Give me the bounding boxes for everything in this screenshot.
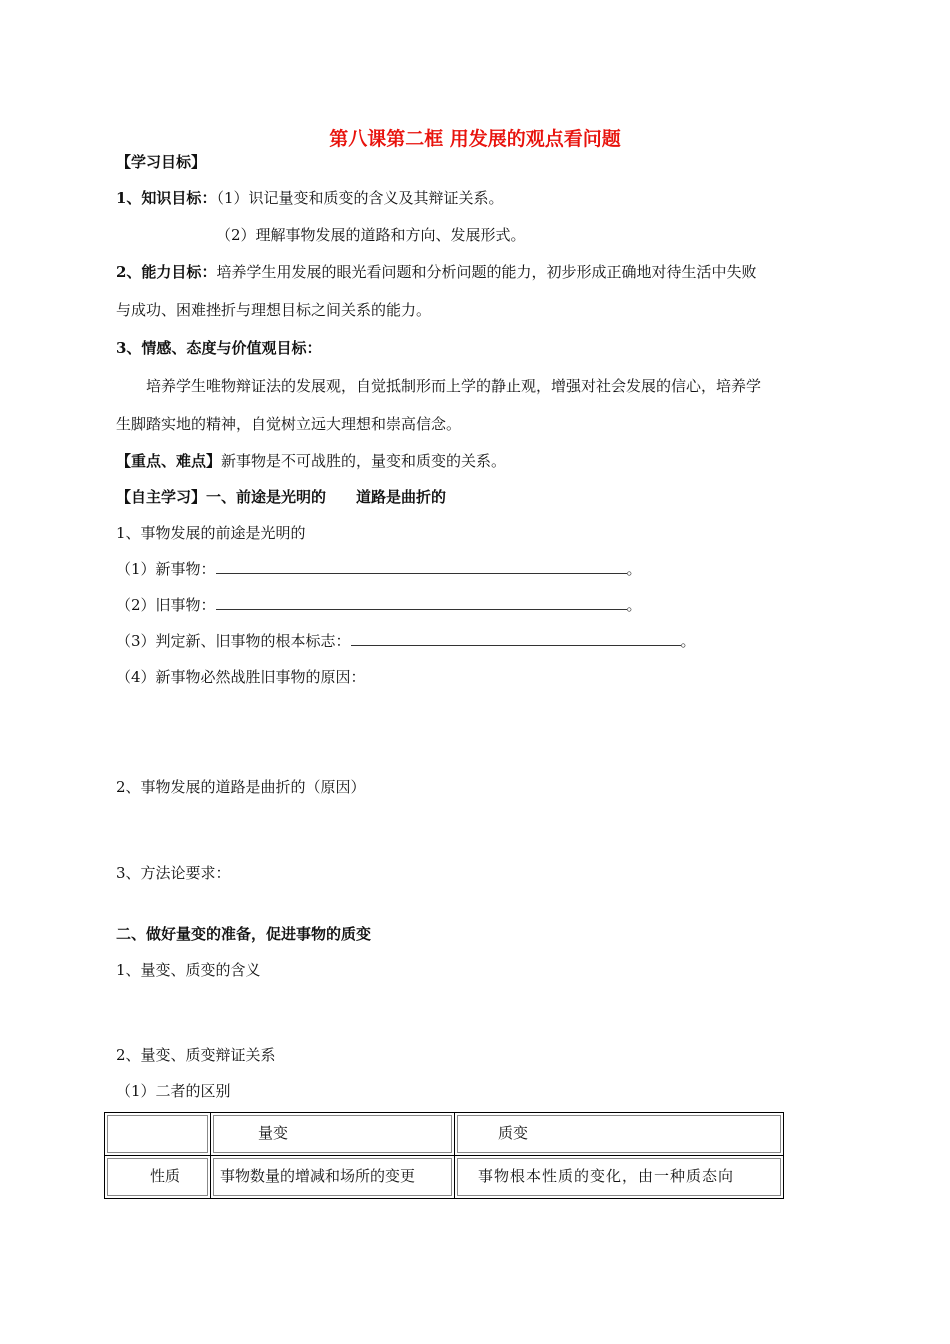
- table-header-cell: 质变: [457, 1115, 781, 1153]
- section-2-sub-1: （1）二者的区别: [116, 1082, 231, 1100]
- table-cell: 事物数量的增减和场所的变更: [213, 1158, 452, 1196]
- question-new-things: [116, 559, 642, 579]
- emotion-goal-text-2: 生脚踏实地的精神，自觉树立远大理想和崇高信念。: [116, 415, 462, 433]
- knowledge-goal-line: [116, 188, 504, 208]
- self-study-item-1: 1、事物发展的前途是光明的: [116, 524, 306, 542]
- question-criterion: [116, 631, 696, 651]
- ability-goal-label: 2、能力目标：: [116, 263, 217, 281]
- table-header-row: [105, 1113, 784, 1156]
- key-points-line: [116, 451, 506, 471]
- question-reason: （4）新事物必然战胜旧事物的原因：: [116, 668, 366, 686]
- question-new-things-label: （1）新事物：: [116, 560, 216, 578]
- answer-blank[interactable]: [216, 595, 627, 610]
- ability-goal-text-1: 培养学生用发展的眼光看问题和分析问题的能力，初步形成正确地对待生活中失败: [216, 263, 757, 281]
- self-study-heading: 【自主学习】一、前途是光明的 道路是曲折的: [116, 488, 447, 506]
- table-header-cell: 量变: [213, 1115, 452, 1153]
- end-mark: 。: [626, 596, 642, 614]
- section-2-item-2: 2、量变、质变辩证关系: [116, 1046, 276, 1064]
- question-criterion-label: （3）判定新、旧事物的根本标志：: [116, 632, 351, 650]
- answer-blank[interactable]: [216, 559, 627, 574]
- emotion-goal-text-1: 培养学生唯物辩证法的发展观，自觉抵制形而上学的静止观，增强对社会发展的信心，培养学: [146, 377, 762, 395]
- objectives-heading: 【学习目标】: [116, 153, 207, 171]
- comparison-table: [104, 1112, 784, 1199]
- knowledge-goal-2: （2）理解事物发展的道路和方向、发展形式。: [216, 226, 526, 244]
- self-study-item-3: 3、方法论要求：: [116, 864, 231, 882]
- answer-blank[interactable]: [351, 631, 681, 646]
- ability-goal-line: [116, 262, 756, 282]
- key-points-label: 【重点、难点】: [116, 452, 222, 470]
- self-study-item-2: 2、事物发展的道路是曲折的（原因）: [116, 778, 366, 796]
- table-cell: 事物根本性质的变化，由一种质态向: [457, 1158, 781, 1196]
- question-old-things-label: （2）旧事物：: [116, 596, 216, 614]
- end-mark: 。: [626, 560, 642, 578]
- table-cell: 性质: [107, 1158, 208, 1196]
- section-2-item-1: 1、量变、质变的含义: [116, 961, 261, 979]
- knowledge-goal-label: 1、知识目标：: [116, 189, 217, 207]
- table-row: [105, 1156, 784, 1199]
- section-2-heading: 二、做好量变的准备，促进事物的质变: [116, 925, 372, 943]
- table-header-cell: [107, 1115, 208, 1153]
- ability-goal-text-2: 与成功、困难挫折与理想目标之间关系的能力。: [116, 301, 432, 319]
- key-points-text: 新事物是不可战胜的，量变和质变的关系。: [221, 452, 507, 470]
- knowledge-goal-1: （1）识记量变和质变的含义及其辩证关系。: [216, 189, 504, 207]
- question-old-things: [116, 595, 642, 615]
- end-mark: 。: [680, 632, 696, 650]
- emotion-goal-label: 3、情感、态度与价值观目标：: [116, 339, 322, 357]
- page-title: 第八课第二框 用发展的观点看问题: [329, 128, 621, 150]
